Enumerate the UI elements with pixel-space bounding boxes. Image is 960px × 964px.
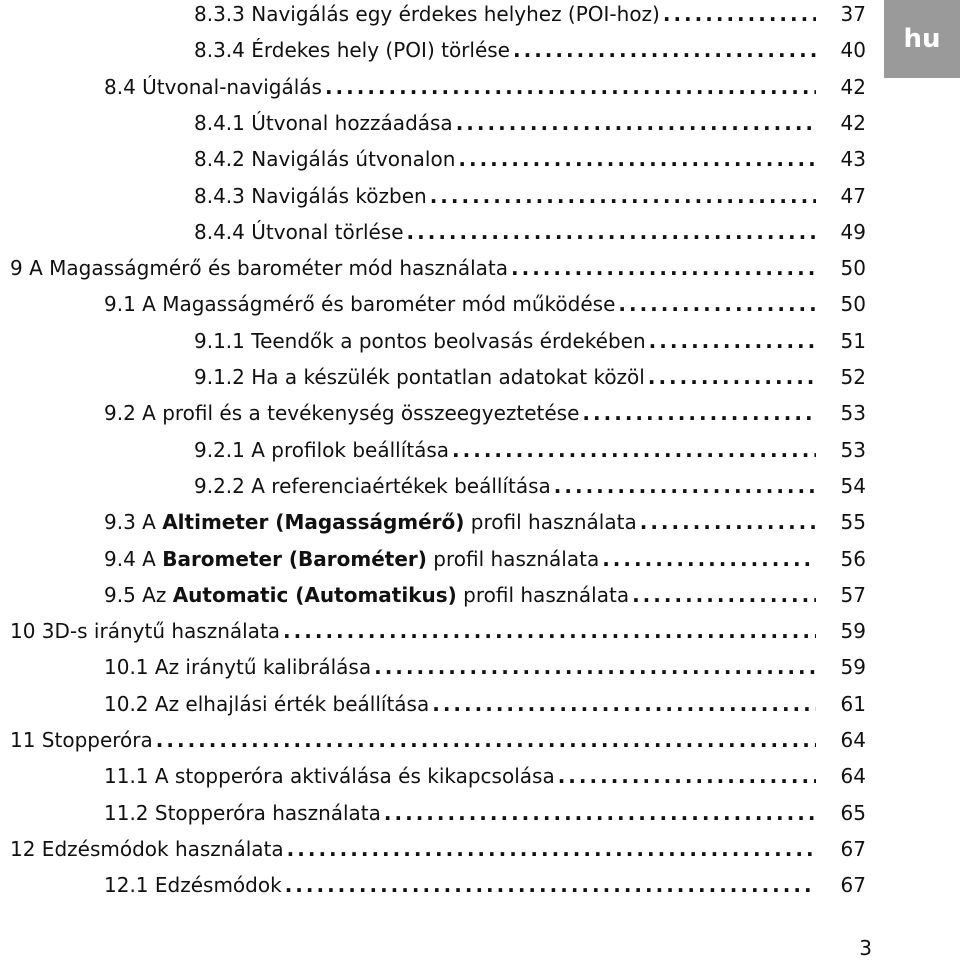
dot-leader [452,438,816,462]
toc-entry-title [194,438,449,462]
dot-leader [458,147,816,171]
toc-entry-title-text: 9.1 A Magasságmérő és barométer mód működése [104,292,616,317]
dot-leader [430,184,816,208]
dot-leader [640,510,816,534]
toc-entry-page: 50 [840,292,866,317]
dot-leader [432,692,816,716]
dot-leader [632,583,816,607]
toc-entry[interactable] [104,75,866,111]
toc-entry-page: 64 [840,728,866,752]
toc-entry-title [104,655,371,679]
toc-entry[interactable] [10,728,866,764]
toc-entry-title-text: 9.4 A [104,546,163,571]
toc-entry-title [194,474,551,498]
toc-entry-page: 51 [840,328,866,353]
dot-leader [511,256,816,280]
toc-entry[interactable] [104,547,866,583]
toc-entry-title-text: 9.1.1 Teendők a pontos beolvasás érdekében [194,328,646,353]
toc-entry-title-text: 8.4.2 Navigálás útvonalon [194,147,456,172]
toc-entry[interactable] [194,2,866,38]
toc-entry-page: 56 [840,546,866,571]
toc-entry-title-text: 11 Stopperóra [10,728,153,752]
toc-entry-page: 61 [840,691,866,716]
toc-entry-title-text: profil használata [426,546,600,571]
dot-leader [602,547,816,571]
toc-entry-title-bold: Barometer (Barométer) [162,546,427,571]
toc-entry-title [104,764,555,788]
toc-entry-page: 52 [840,365,866,389]
toc-entry-title-text: 9 A Magasságmérő és barométer mód használata [10,256,509,281]
dot-leader [407,220,816,244]
toc-entry-title-text: 8.3.4 Érdekes hely (POI) törlése [194,38,510,63]
toc-entry[interactable] [194,438,866,474]
toc-entry-title-text: 9.2.2 A referenciaértékek beállítása [194,473,551,498]
toc-entry-title-text: 9.1.2 Ha a készülék pontatlan adatokat közöl [194,365,645,389]
toc-entry-title-text: 9.2 A profil és a tevékenység összeegyeztetése [104,401,580,426]
dot-leader [582,401,816,425]
dot-leader [325,75,816,99]
toc-entry-page: 42 [840,74,866,99]
dot-leader [283,619,816,643]
toc-entry-page: 65 [840,800,866,825]
toc-entry[interactable] [104,692,866,728]
toc-entry[interactable] [104,873,866,909]
toc-entry-title [104,75,322,99]
toc-entry-title-text: 9.3 A [104,510,163,535]
toc-entry-title [104,510,637,534]
toc-entry-title [194,147,455,171]
dot-leader [456,111,816,135]
toc-entry[interactable] [104,292,866,328]
toc-entry-title-bold: Altimeter (Magasságmérő) [162,510,465,535]
toc-entry-title-text: 8.4 Útvonal-navigálás [104,74,322,99]
toc-entry-page: 42 [840,110,866,135]
dot-leader [554,474,816,498]
toc-entry-title-bold: Automatic (Automatikus) [172,582,457,607]
toc-entry-title-text: profil használata [464,510,637,535]
toc-entry-title [104,292,615,316]
toc-entry-page: 55 [840,510,866,535]
dot-leader [384,801,816,825]
toc-entry-title-text: 10 3D-s iránytű használata [10,619,281,644]
toc-entry-title [194,329,646,353]
toc-entry-title [104,801,381,825]
toc-entry-page: 54 [840,473,866,498]
toc-entry[interactable] [194,184,866,220]
toc-entry[interactable] [194,147,866,183]
toc-entry-title [10,837,284,861]
toc-entry[interactable] [10,837,866,873]
dot-leader [287,837,816,861]
dot-leader [513,38,816,62]
dot-leader [558,764,816,788]
toc-entry-title [194,220,404,244]
dot-leader [285,873,816,897]
toc-entry-page: 64 [840,764,866,789]
toc-entry-title [194,365,645,389]
toc-entry-title [104,401,579,425]
toc-entry-page: 49 [840,219,866,244]
toc-entry-title-text: 8.4.4 Útvonal törlése [194,219,404,244]
toc-entry[interactable] [194,38,866,74]
toc-entry-page: 59 [840,655,866,680]
toc-entry[interactable] [194,365,866,401]
toc-entry-title-text: 8.4.3 Navigálás közben [194,183,427,208]
dot-leader [374,655,816,679]
toc-entry-title [194,2,660,26]
toc-entry[interactable] [194,111,866,147]
toc-entry-title-text: 11.2 Stopperóra használata [104,800,381,825]
toc-entry-title-text: profil használata [456,582,630,607]
dot-leader [649,329,816,353]
toc-entry[interactable] [194,474,866,510]
toc-entry-title [10,256,508,280]
toc-entry[interactable] [10,619,866,655]
toc-entry-page: 47 [840,183,866,208]
language-tab: hu [884,0,960,78]
toc-entry-page: 43 [840,147,866,172]
toc-entry-page: 53 [840,401,866,426]
toc-entry-title [104,583,629,607]
toc-entry-title [104,692,429,716]
toc-entry-title-text: 8.4.1 Útvonal hozzáadása [194,110,453,135]
dot-leader [156,728,816,752]
toc-entry-page: 53 [840,437,866,462]
toc-entry-title-text: 8.3.3 Navigálás egy érdekes helyhez (POI-hoz) [194,2,660,26]
toc-entry-title [194,111,453,135]
toc-entry-page: 57 [840,582,866,607]
toc-entry-title [104,873,282,897]
toc-entry-page: 50 [840,256,866,281]
toc-entry-title-text: 10.1 Az iránytű kalibrálása [104,655,372,680]
toc-entry[interactable] [104,764,866,800]
toc-entry-page: 40 [840,38,866,63]
toc-entry-title-text: 9.2.1 A profilok beállítása [194,437,450,462]
page-number: 3 [859,936,872,960]
toc-entry[interactable] [104,655,866,691]
toc-entry[interactable] [104,583,866,619]
toc-entry-title-text: 11.1 A stopperóra aktiválása és kikapcsolása [104,764,555,789]
toc-entry[interactable] [194,220,866,256]
toc-entry-title-text: 12 Edzésmódok használata [10,836,284,861]
toc-entry-title-text: 10.2 Az elhajlási érték beállítása [104,691,430,716]
toc-entry-page: 67 [840,836,866,861]
toc-entry[interactable] [194,329,866,365]
toc-entry-title [194,38,510,62]
toc-entry[interactable] [10,256,866,292]
dot-leader [618,292,816,316]
toc-entry[interactable] [104,801,866,837]
toc-entry-title-text: 9.5 Az [104,582,173,607]
dot-leader [663,2,816,26]
toc-entry-title [194,184,427,208]
toc-entry-title [10,619,280,643]
toc-entry-title [10,728,153,752]
toc-entry[interactable] [104,401,866,437]
toc-entry-page: 37 [840,2,866,26]
toc-entry-page: 59 [840,619,866,644]
toc-entry-page: 67 [840,873,866,898]
toc-entry-title [104,547,599,571]
toc-entry[interactable] [104,510,866,546]
dot-leader [648,365,816,389]
toc-entry-title-text: 12.1 Edzésmódok [104,873,282,898]
